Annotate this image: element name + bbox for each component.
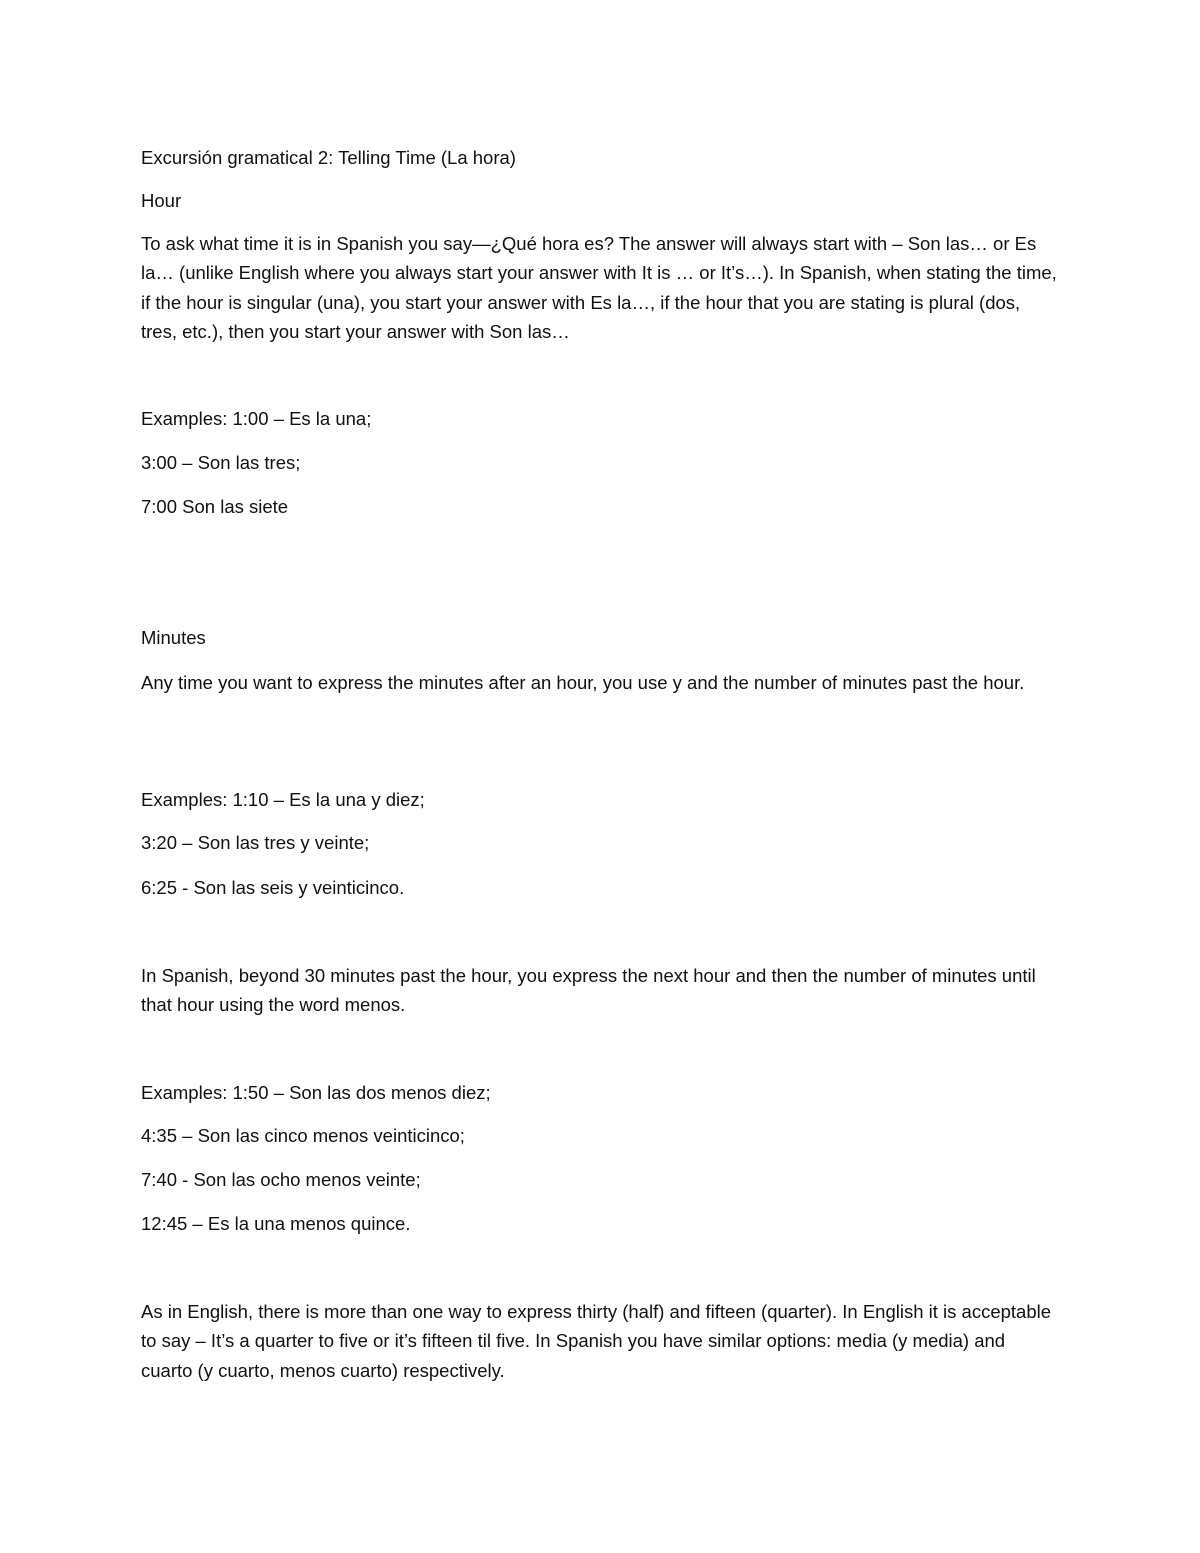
hour-paragraph: To ask what time it is in Spanish you say—¿Qué hora es? The answer will always start with – Son las… or Es la… (unlike English where you always start your answer with It is … or It’s…). In Spanish, when stating the time, if the hour is singular (una), you start your answer with Es la…, if the hour that you are stating is plural (dos, tres, etc.), then you start your answer with Son las…: [141, 233, 1057, 342]
minutes-example: Examples: 1:10 – Es la una y diez;: [141, 789, 425, 810]
closing-paragraph: As in English, there is more than one way to express thirty (half) and fifteen (quarter). In English it is acceptable to say – It’s a quarter to five or it’s fifteen til five. In Spanish you have similar options: media (y media) and cuarto (y cuarto, menos cuarto) respectively.: [141, 1301, 1052, 1381]
menos-example: Examples: 1:50 – Son las dos menos diez;: [141, 1082, 491, 1103]
minutes-example: 6:25 - Son las seis y veinticinco.: [141, 877, 405, 898]
hour-example: 7:00 Son las siete: [141, 496, 289, 517]
hour-heading: Hour: [141, 190, 182, 211]
menos-example: 12:45 – Es la una menos quince.: [141, 1213, 411, 1234]
minutes-paragraph: Any time you want to express the minutes after an hour, you use y and the number of minutes past the hour.: [141, 672, 1025, 693]
minutes-example: 3:20 – Son las tres y veinte;: [141, 832, 370, 853]
document-title: Excursión gramatical 2: Telling Time (La hora): [141, 147, 516, 168]
minutes-heading: Minutes: [141, 627, 206, 648]
hour-example: Examples: 1:00 – Es la una;: [141, 408, 372, 429]
menos-example: 4:35 – Son las cinco menos veinticinco;: [141, 1125, 465, 1146]
hour-example: 3:00 – Son las tres;: [141, 452, 301, 473]
menos-example: 7:40 - Son las ocho menos veinte;: [141, 1169, 421, 1190]
menos-paragraph: In Spanish, beyond 30 minutes past the hour, you express the next hour and then the number of minutes until that hour using the word menos.: [141, 965, 1036, 1016]
